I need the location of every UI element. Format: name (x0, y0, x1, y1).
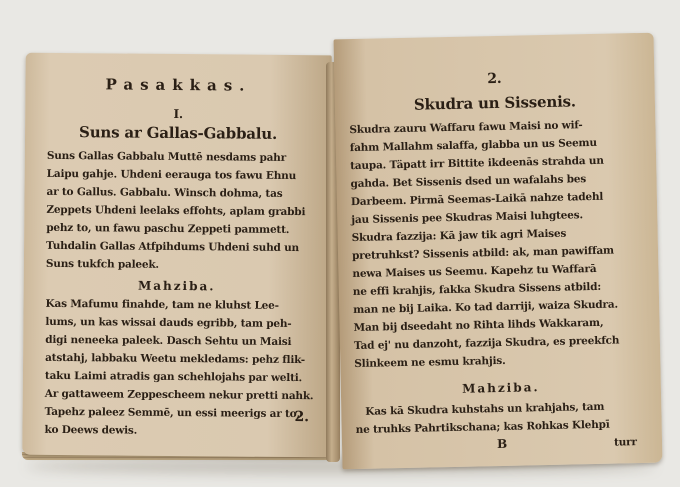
text-line: jau Sissenis pee Skudras Maisi luhgtees. (351, 209, 584, 227)
moral-line: Tapehz paleez Semmē, un essi meerigs ar to, (44, 405, 301, 421)
moral-heading: Mahziba. (461, 380, 540, 396)
text-line: Skudra zauru Waffaru fawu Maisi no wif- (349, 119, 583, 137)
text-line: fahm Mallahm salaffa, glabba un us Seemu (349, 136, 597, 155)
moral-heading: Mahziba. (137, 278, 216, 294)
running-head: Pasakkas. (105, 75, 252, 95)
text-line: Suns Gallas Gabbalu Muttē nesdams pahr (46, 149, 287, 164)
moral-line: atstahj, labbaku Weetu mekledams: pehz flik- (45, 351, 305, 367)
text-line: Zeppets Uhdeni leelaks effohts, aplam grabbi (46, 203, 306, 219)
text-line: Tad ej' nu danzoht, fazzija Skudra, es preekfch (353, 334, 620, 353)
moral-line: lums, un kas wissai dauds egribb, tam peh- (45, 315, 292, 331)
text-line: Man bij dseedaht no Rihta lihds Wakkaram, (353, 316, 604, 335)
fable-title: Suns ar Gallas-Gabbalu. (79, 123, 278, 143)
right-page (334, 33, 663, 470)
text-line: pretruhkst? Sissenis atbild: ak, man pawiffam (351, 244, 615, 263)
moral-line: Ar gattaweem Zeppescheem nekur pretti nahk. (44, 387, 314, 403)
left-page-number: 2. (294, 409, 309, 426)
text-line: ar to Gallus. Gabbalu. Winsch dohma, tas (46, 185, 283, 200)
text-line: man ne bij Laika. Ko tad darriji, waiza Skudra. (353, 298, 618, 317)
moral-line: ne truhks Pahrtikschana; kas Rohkas Klehpī (355, 418, 610, 437)
right-page-number: 2. (487, 70, 502, 88)
text-line: gahda. Bet Sissenis dsed un wafalahs bes (350, 173, 587, 191)
moral-line: ko Deews dewis. (44, 423, 138, 437)
text-line: ne effi krahjis, fakka Skudra Sissens atbild: (352, 280, 602, 299)
moral-line: turr (613, 436, 637, 449)
left-page-text (26, 53, 332, 437)
signature-mark: B (496, 436, 508, 452)
moral-line: Kas Mafumu finahde, tam ne kluhst Lee- (45, 297, 279, 312)
right-page-text (334, 33, 654, 452)
text-line: Skudra fazzija: Kā jaw tik agri Maises (351, 227, 567, 245)
text-line: Tuhdalin Gallas Atfpihdums Uhdeni suhd un (46, 239, 300, 255)
text-line: taupa. Täpatt irr Bittite ikdeenās strahda un (350, 154, 604, 173)
fable-title: Skudra un Sissenis. (413, 92, 577, 114)
text-line: Laipu gahje. Uhdeni eerauga tos fawu Ehnu (46, 167, 297, 183)
moral-line: digi neneeka paleek. Dasch Sehtu un Maisi (45, 333, 292, 349)
moral-line: taku Laimi atradis gan schehlojahs par welti. (44, 369, 303, 385)
text-line: Slinkeem ne esmu krahjis. (354, 354, 506, 371)
moral-line: Kas kā Skudra kuhstahs un krahjahs, tam (365, 400, 605, 418)
text-line: Darbeem. Pirmā Seemas-Laikā nahze tadehl (350, 190, 604, 209)
text-line: Suns tukfch paleek. (45, 257, 159, 271)
text-line: pehz to, un fawu paschu Zeppeti pammett. (46, 221, 290, 236)
fable-number: I. (173, 106, 183, 122)
left-page (22, 53, 331, 458)
text-line: newa Maises us Seemu. Kapehz tu Waffarā (352, 262, 597, 281)
